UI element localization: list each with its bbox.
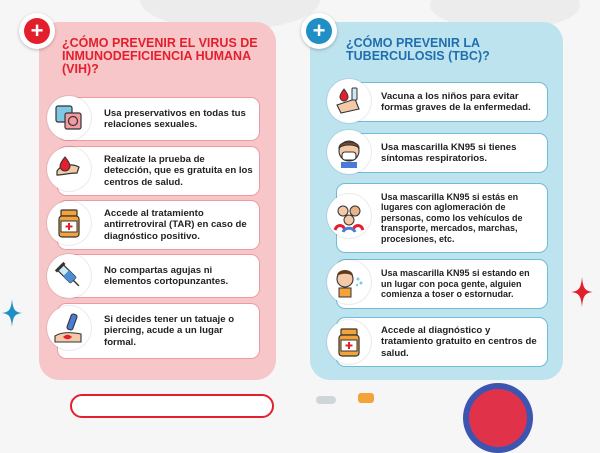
vih-item-text: Si decides tener un tatuaje o piercing, acude a un lugar formal. (104, 313, 235, 348)
bottom-banner (70, 394, 274, 418)
crowd-icon (327, 194, 371, 238)
plus-icon: + (24, 18, 50, 44)
medicine-bottle-icon (47, 201, 91, 245)
tbc-item-text: Accede al diagnóstico y tratamiento gratuito en centros de salud. (381, 324, 537, 359)
vih-plus-badge (19, 13, 55, 49)
bottom-decoration (316, 396, 336, 404)
vih-item-text: Realízate la prueba de detección, que es gratuita en los centros de salud. (104, 153, 253, 188)
sparkle-icon (571, 277, 593, 312)
vaccine-icon (327, 79, 371, 123)
bottom-bottle-decoration (358, 393, 374, 403)
medicine-bottle-icon (327, 320, 371, 364)
vih-title: ¿CÓMO PREVENIR EL VIRUS DE INMUNODEFICIENCIA HUMANA (VIH)? (62, 36, 258, 76)
cough-icon (327, 260, 371, 304)
blood-test-icon (47, 147, 91, 191)
condom-icon (47, 96, 91, 140)
tbc-item-text: Usa mascarilla KN95 si estás en lugares con aglomeración de personas, como los vehículos de transporte, mercados, marchas, procesiones, etc. (381, 191, 523, 244)
tattoo-machine-icon (47, 306, 91, 350)
tbc-item-text: Usa mascarilla KN95 si estando en un lugar con poca gente, alguien comienza a toser o estornudar. (381, 268, 530, 300)
mask-person-icon (327, 130, 371, 174)
vih-item-text: Usa preservativos en todas tus relaciones sexuales. (104, 107, 246, 130)
tbc-item-text: Usa mascarilla KN95 si tienes síntomas respiratorios. (381, 141, 517, 164)
tbc-plus-badge (301, 13, 337, 49)
plus-icon: + (306, 18, 332, 44)
vih-item-text: No compartas agujas ni elementos cortopunzantes. (104, 264, 229, 287)
bottom-circle-decoration (463, 383, 533, 453)
tbc-item-text: Vacuna a los niños para evitar formas graves de la enfermedad. (381, 90, 531, 113)
syringe-icon (47, 254, 91, 298)
tbc-title: ¿CÓMO PREVENIR LA TUBERCULOSIS (TBC)? (346, 36, 490, 63)
vih-item-text: Accede al tratamiento antirretroviral (TAR) en caso de diagnóstico positivo. (104, 207, 247, 242)
sparkle-icon (2, 299, 22, 332)
